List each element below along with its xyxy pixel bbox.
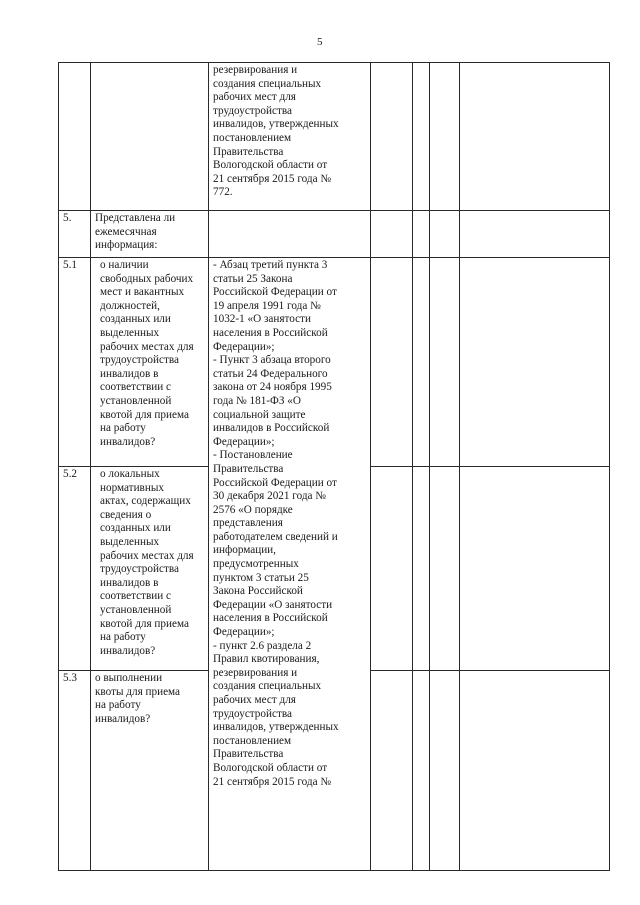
answer-na-cell bbox=[430, 211, 460, 258]
question-cell: о локальных нормативных актах, содержащих сведения о созданных или выделенных рабочих местах для трудоустройства инвалидов в соответствии с установленной квотой для приема на работу инвалидов? bbox=[91, 467, 209, 671]
question-cell: Представлена ли ежемесячная информация: bbox=[91, 211, 209, 258]
answer-no-cell bbox=[413, 467, 430, 671]
item-number: 5.1 bbox=[59, 258, 91, 467]
answer-no-cell bbox=[413, 258, 430, 467]
item-number: 5.2 bbox=[59, 467, 91, 671]
table-row bbox=[59, 258, 610, 467]
notes-cell bbox=[460, 211, 610, 258]
answer-yes-cell bbox=[371, 211, 413, 258]
page-number: 5 bbox=[317, 36, 323, 48]
answer-no-cell bbox=[413, 63, 430, 211]
answer-na-cell bbox=[430, 258, 460, 467]
item-number: 5. bbox=[59, 211, 91, 258]
answer-yes-cell bbox=[371, 467, 413, 671]
answer-na-cell bbox=[430, 671, 460, 871]
legal-reference: - Абзац третий пункта 3 статьи 25 Закона Российской Федерации от 19 апреля 1991 года № 1032-1 «О занятости населения в Российской Федерации»; - Пункт 3 абзаца второго статьи 24 Федерального закона от 24 ноября 1995 года № 181-ФЗ «О социальной защите инвалидов в Российской Федерации»; - Постановление Правительства Российской Федерации от 30 декабря 2021 года № 2576 «О порядке представления работодателем сведений и информации, предусмотренных пунктом 3 статьи 25 Закона Российской Федерации «О занятости населения в Российской Федерации»; - пункт 2.6 раздела 2 Правил квотирования, резервирования и создания специальных рабочих мест для трудоустройства инвалидов, утвержденных постановлением Правительства Вологодской области от 21 сентября 2015 года № bbox=[209, 258, 371, 871]
question-cell bbox=[91, 63, 209, 211]
answer-no-cell bbox=[413, 671, 430, 871]
question-cell: о выполнении квоты для приема на работу инвалидов? bbox=[91, 671, 209, 871]
table-row bbox=[59, 63, 610, 211]
legal-reference: резервирования и создания специальных рабочих мест для трудоустройства инвалидов, утвержденных постановлением Правительства Вологодской области от 21 сентября 2015 года № 772. bbox=[209, 63, 371, 211]
item-number: 5.3 bbox=[59, 671, 91, 871]
answer-yes-cell bbox=[371, 63, 413, 211]
item-number bbox=[59, 63, 91, 211]
notes-cell bbox=[460, 258, 610, 467]
table-row bbox=[59, 211, 610, 258]
question-cell: о наличии свободных рабочих мест и вакантных должностей, созданных или выделенных рабочих местах для трудоустройства инвалидов в соответствии с установленной квотой для приема на работу инвалидов? bbox=[91, 258, 209, 467]
compliance-table bbox=[58, 62, 610, 871]
answer-na-cell bbox=[430, 63, 460, 211]
answer-yes-cell bbox=[371, 258, 413, 467]
notes-cell bbox=[460, 63, 610, 211]
legal-reference bbox=[209, 211, 371, 258]
answer-na-cell bbox=[430, 467, 460, 671]
notes-cell bbox=[460, 671, 610, 871]
answer-yes-cell bbox=[371, 671, 413, 871]
answer-no-cell bbox=[413, 211, 430, 258]
notes-cell bbox=[460, 467, 610, 671]
